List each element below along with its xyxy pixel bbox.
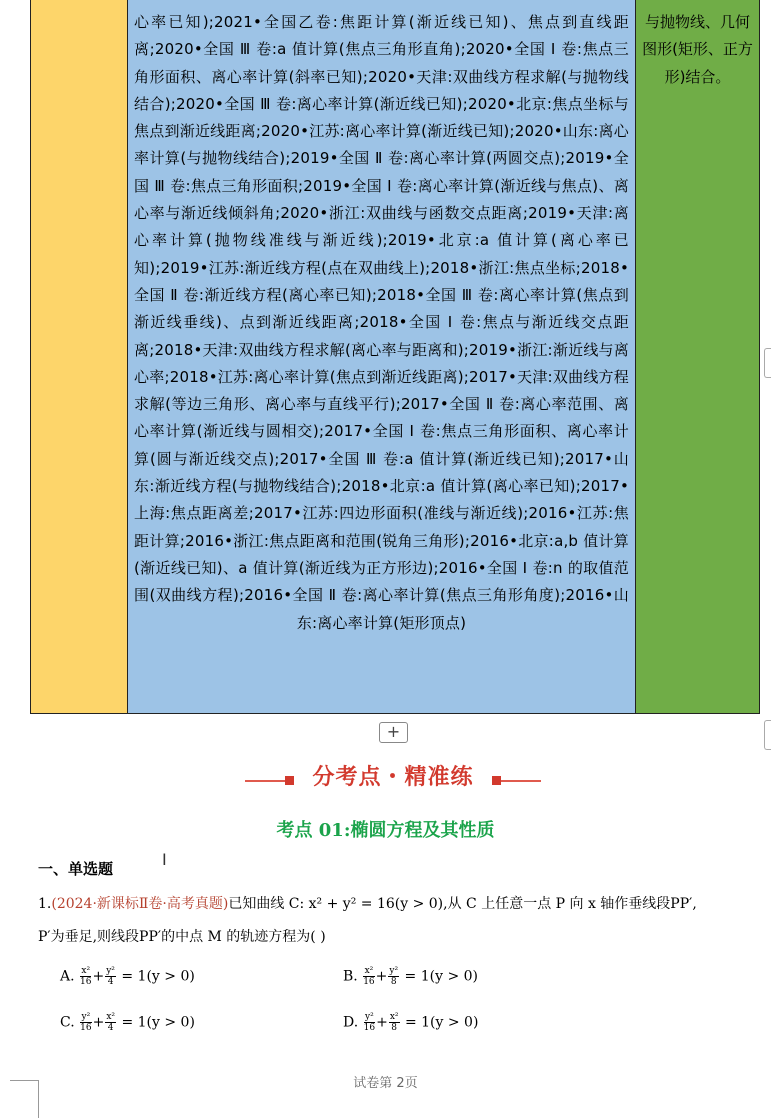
option-label: A. [60,968,75,985]
exam-list-text: 心率已知);2021•全国乙卷:焦距计算(渐近线已知)、焦点到直线距离;2020•全国 Ⅲ 卷:a 值计算(焦点三角形直角);2020•全国 Ⅰ 卷:焦点三角形面积、离心率计算(斜率已知);2020•天津:双曲线方程求解(与抛物线结合);2020•全国 Ⅲ 卷:离心率计算(渐近线已知);2020•北京:焦点坐标与焦点到渐近线距离;2020•江苏:离心率计算(渐近线已知);2020•山东:离心率计算(与抛物线结合);2019•全国 Ⅱ 卷:离心率计算(两圆交点);2019•全国 Ⅲ 卷:焦点三角形面积;2019•全国 Ⅰ 卷:离心率计算(渐近线与焦点)、离心率与渐近线倾斜角;2020•浙江:双曲线与函数交点距离;2019•天津:离心率计算(抛物线准线与渐近线);2019•北京:a 值计算(离心率已知);2019•江苏:渐近线方程(点在双曲线上);2018•浙江:焦点坐标;2018•全国 Ⅱ 卷:渐近线方程(离心率已知);2018•全国 Ⅲ 卷:离心率计算(焦点到渐近线垂线)、点到渐近线距离;2018•全国 Ⅰ 卷:焦点与渐近线交点距离;2018•天津:双曲线方程求解(离心率与距离和);2019•浙江:渐近线与离心率;2018•江苏:离心率计算(焦点到渐近线距离);2017•天津:双曲线方程求解(等边三角形、离心率与直线平行);2017•全国 Ⅱ 卷:离心率范围、离心率计算(渐近线与圆相交);2017•全国 Ⅰ 卷:焦点三角形面积、离心率计算(圆与渐近线交点);2017•全国 Ⅲ 卷:a 值计算(渐近线已知);2017•山东:渐近线方程(与抛物线结合);2018•北京:a 值计算(离心率已知);2017•上海:焦点距离差;2017•江苏:四边形面积(准线与渐近线);2016•江苏:焦距计算;2016•浙江:焦点距离和范围(锐角三角形);2016•北京:a,b 值计算(渐近线已知)、a 值计算(渐近线为正方形边);2016•全国 Ⅰ 卷:n 的取值范围(双曲线方程);2016•全国 Ⅱ 卷:离心率计算(焦点三角形角度);2016•山东:离心率计算(矩形顶点) [134,13,629,632]
table-cell-summary [635,0,760,714]
topic-table [30,0,760,714]
fraction: $\frac{\text{x²}}{8}$ [389,1012,399,1033]
option-tail: = 1(y > 0) [404,968,479,985]
fraction: $\frac{\text{x²}}{16}$ [80,966,92,987]
add-row-button[interactable]: + [379,722,408,743]
option-tail: = 1(y > 0) [121,968,195,985]
option-a[interactable]: A. $\frac{\text{x²}}{16}$ + $\frac{\text{y²}}{4}$ = 1(y > 0) [60,966,195,987]
option-d[interactable]: D. $\frac{\text{y²}}{16}$ + $\frac{\text{x²}}{8}$ = 1(y > 0) [343,1012,479,1033]
fraction: $\frac{\text{y²}}{16}$ [80,1012,92,1033]
option-tail: = 1(y > 0) [121,1014,195,1031]
question-line-1 [38,894,697,914]
page-corner-mark [38,1080,39,1118]
fraction: $\frac{\text{y²}}{4}$ [106,966,115,987]
option-b[interactable]: B. $\frac{\text{x²}}{16}$ + $\frac{\text{y²}}{8}$ = 1(y > 0) [343,966,479,987]
page-corner-mark [10,1080,39,1081]
table-cell-topic [30,0,128,714]
question-number: 1. [38,896,52,912]
question-stem: 已知曲线 C: x² + y² = 16(y > 0),从 C 上任意一点 P 向 x 轴作垂线段PP′, [228,896,697,912]
option-label: C. [60,1014,75,1031]
fraction: $\frac{\text{x²}}{16}$ [363,966,375,987]
fraction: $\frac{\text{x²}}{4}$ [106,1012,115,1033]
question-source: (2024·新课标Ⅱ卷·高考真题) [51,896,229,912]
option-c[interactable]: C. $\frac{\text{y²}}{16}$ + $\frac{\text{x²}}{4}$ = 1(y > 0) [60,1012,195,1033]
question-line-2: P′为垂足,则线段PP′的中点 M 的轨迹方程为( ) [38,929,326,945]
section-banner [245,760,541,794]
fraction: $\frac{\text{y²}}{8}$ [389,966,399,987]
option-tail: = 1(y > 0) [404,1014,479,1031]
option-label: B. [343,968,358,985]
page-footer: 试卷第 2页 [353,1076,418,1091]
option-label: D. [343,1014,359,1031]
side-handle-top[interactable] [764,348,771,378]
text-cursor-icon: I [162,850,167,869]
banner-title: 分考点・精准练 [312,765,474,790]
summary-text: 与抛物线、几何图形(矩形、正方形)结合。 [642,13,753,86]
kaodian-title: 考点 01:椭圆方程及其性质 [276,820,495,841]
side-handle-bottom[interactable] [764,720,771,750]
fraction: $\frac{\text{y²}}{16}$ [363,1012,376,1033]
section-heading: 一、单选题 [38,860,114,878]
table-cell-exam-list [128,0,635,714]
